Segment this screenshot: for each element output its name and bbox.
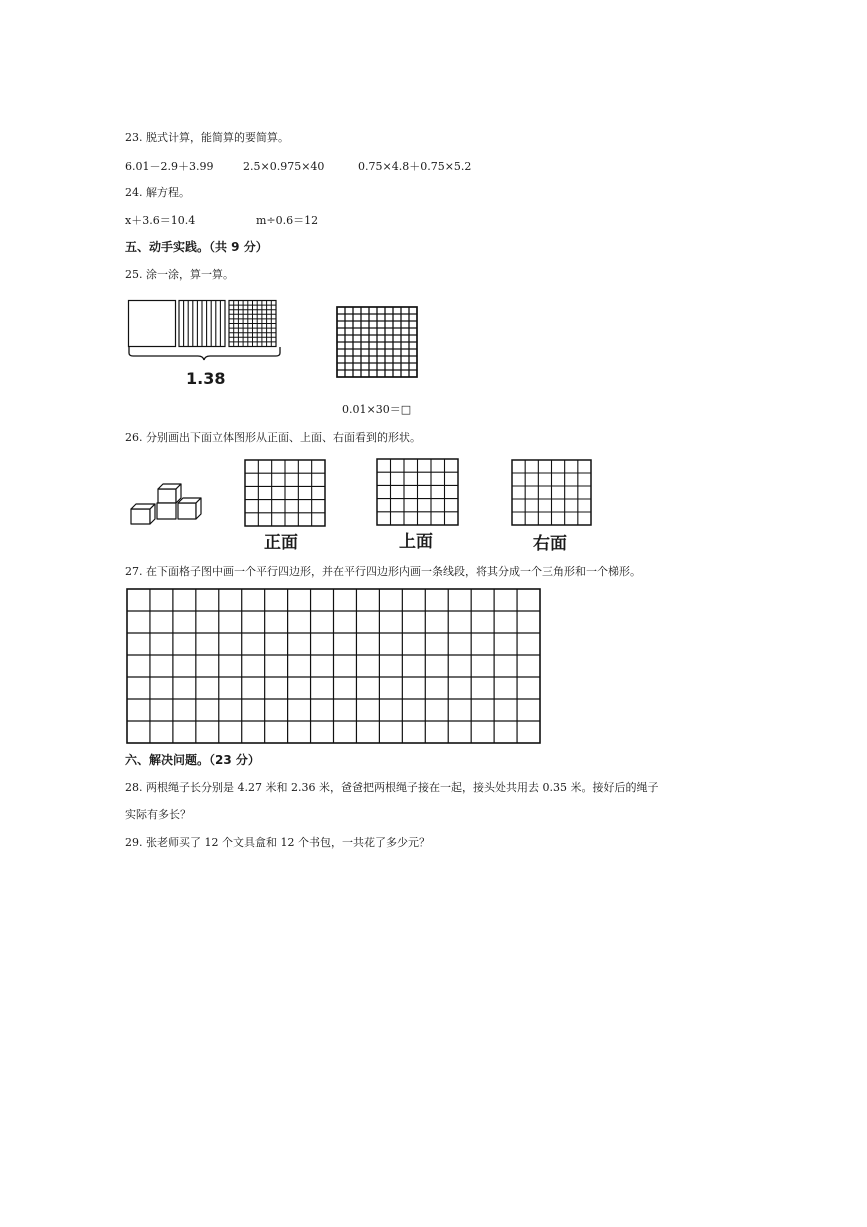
q25-title: 25. 涂一涂，算一算。 bbox=[125, 268, 234, 281]
tenths-square bbox=[179, 301, 225, 347]
brace-value: 1.38 bbox=[186, 369, 226, 388]
q24-title: 24. 解方程。 bbox=[125, 186, 190, 199]
front-view-grid bbox=[244, 459, 326, 527]
hundredths-grid bbox=[336, 306, 418, 378]
drawing-grid bbox=[126, 588, 542, 745]
q28-line-1: 28. 两根绳子长分别是 4.27 米和 2.36 米，爸爸把两根绳子接在一起，接头处共用去 0.35 米。接好后的绳子 bbox=[125, 781, 659, 794]
q27-title: 27. 在下面格子图中画一个平行四边形，并在平行四边形内画一条线段，将其分成一个三角形和一个梯形。 bbox=[125, 565, 641, 578]
q28-line-2: 实际有多长？ bbox=[125, 808, 191, 821]
q26-title: 26. 分别画出下面立体图形从正面、上面、右面看到的形状。 bbox=[125, 431, 421, 444]
q29-text: 29. 张老师买了 12 个文具盒和 12 个书包，一共花了多少元？ bbox=[125, 836, 430, 849]
label-top-view: 上面 bbox=[399, 532, 433, 552]
right-view-grid bbox=[511, 459, 592, 526]
q24-equation-2: m÷0.6＝12 bbox=[256, 214, 319, 227]
cube-stack-figure bbox=[128, 482, 208, 527]
top-view-grid bbox=[376, 458, 459, 526]
q23-expression-1: 6.01－2.9＋3.99 bbox=[125, 160, 214, 173]
hundredths-square bbox=[229, 301, 276, 347]
whole-square bbox=[129, 301, 176, 347]
section-6-heading: 六、解决问题。（23 分） bbox=[125, 753, 260, 767]
q23-expression-2: 2.5×0.975×40 bbox=[243, 160, 325, 173]
q25-formula: 0.01×30＝□ bbox=[342, 403, 412, 416]
q23-title: 23. 脱式计算，能简算的要简算。 bbox=[125, 131, 289, 144]
decimal-model-figure bbox=[128, 300, 288, 375]
label-right-view: 右面 bbox=[533, 534, 567, 554]
section-5-heading: 五、动手实践。（共 9 分） bbox=[125, 240, 268, 254]
label-front-view: 正面 bbox=[264, 533, 298, 553]
brace bbox=[129, 347, 280, 360]
q23-expression-3: 0.75×4.8＋0.75×5.2 bbox=[358, 160, 472, 173]
q24-equation-1: x＋3.6＝10.4 bbox=[125, 214, 196, 227]
